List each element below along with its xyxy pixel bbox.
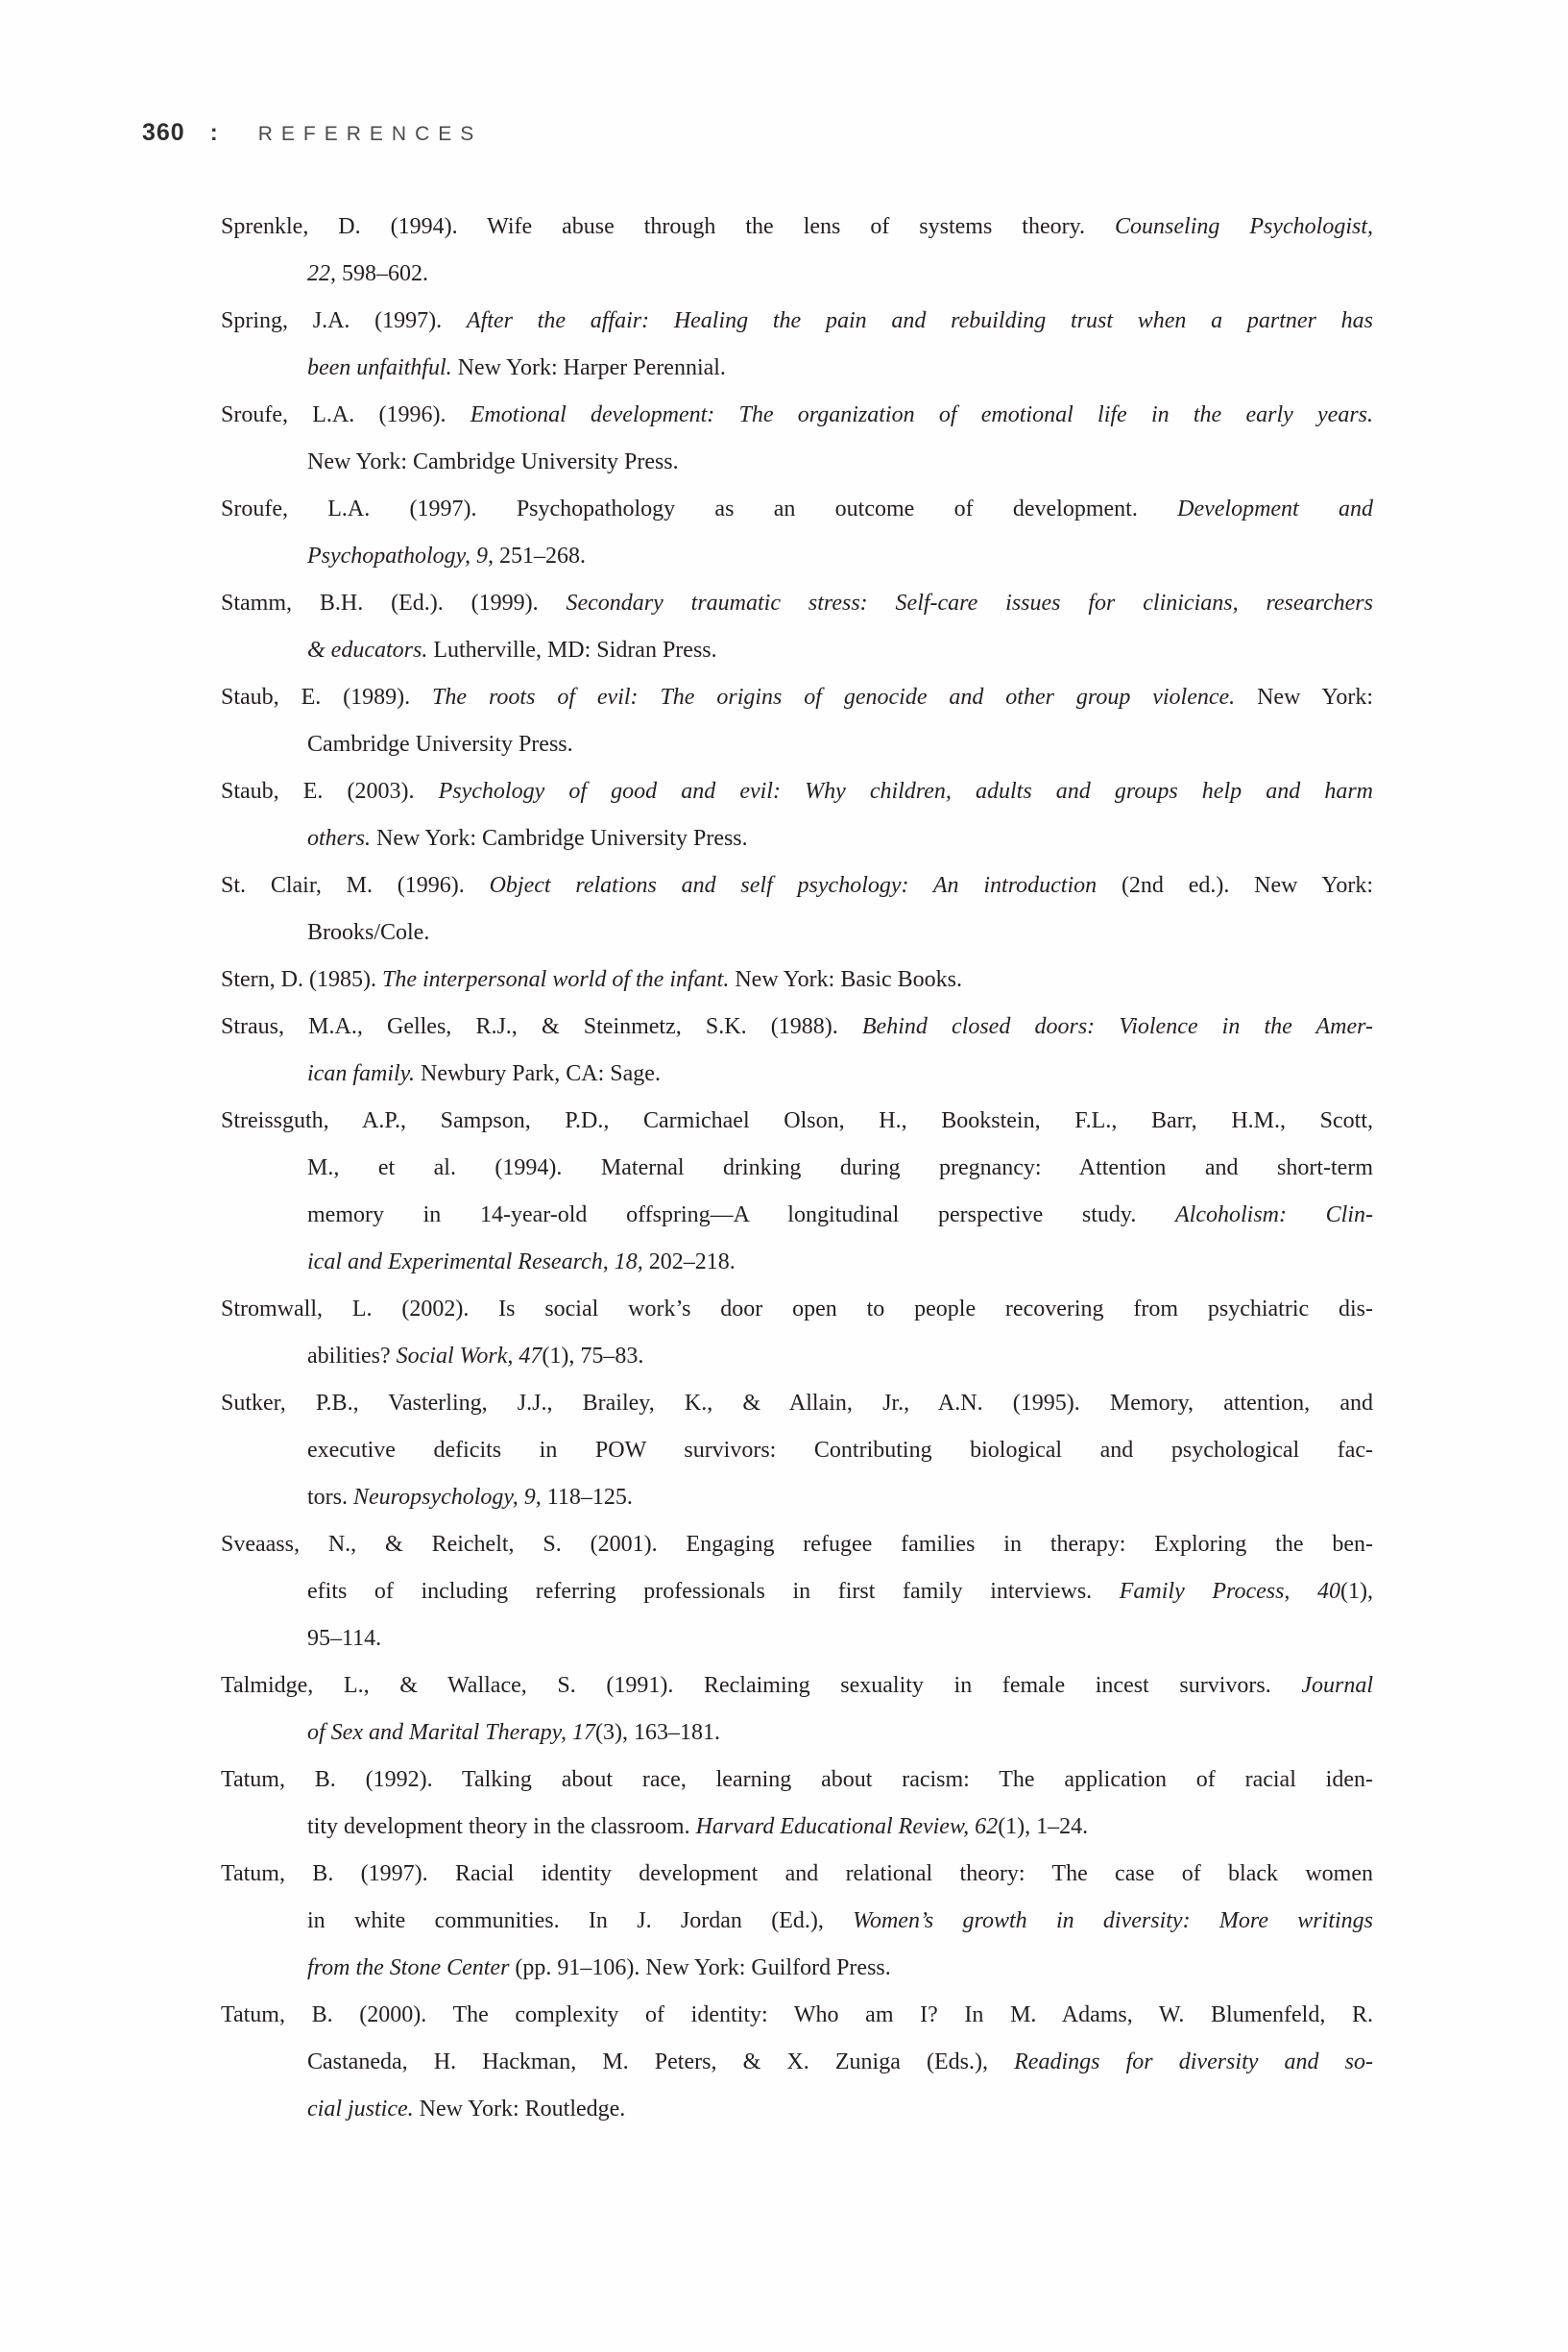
reference-text-segment: Newbury Park, CA: Sage. — [420, 1061, 661, 1086]
reference-italic-segment: The roots of evil: The origins of genocide and other group violence. — [432, 685, 1258, 710]
reference-text-segment: (1), 1–24. — [998, 1814, 1089, 1839]
reference-italic-segment: Family Process, 40 — [1119, 1579, 1341, 1604]
reference-text-segment: (1), 75–83. — [542, 1344, 644, 1369]
reference-entry — [221, 1380, 1373, 1521]
reference-text-segment: (2nd ed.). New York: — [1121, 873, 1374, 898]
reference-line — [307, 1427, 1373, 1474]
reference-entry — [221, 392, 1373, 486]
reference-text-segment: Sprenkle, D. (1994). Wife abuse through the lens of systems theory. — [221, 214, 1116, 239]
reference-text-segment: Sroufe, L.A. (1997). Psychopathology as an outcome of development. — [221, 497, 1178, 521]
reference-italic-segment: & educators. — [307, 638, 434, 663]
reference-text-segment: executive deficits in POW survivors: Contributing biological and psychological fac- — [307, 1438, 1373, 1463]
reference-entry — [221, 674, 1373, 768]
reference-line — [307, 1474, 1373, 1521]
reference-entry — [221, 486, 1373, 580]
reference-text-segment: Streissguth, A.P., Sampson, P.D., Carmichael Olson, H., Bookstein, F.L., Barr, H.M., Scott, — [221, 1108, 1373, 1133]
reference-italic-segment: Social Work, 47 — [396, 1344, 543, 1369]
reference-italic-segment: others. — [307, 826, 376, 851]
reference-italic-segment: cial justice. — [307, 2097, 420, 2122]
reference-line — [307, 1898, 1373, 1945]
reference-line — [221, 1380, 1373, 1427]
reference-text-segment: St. Clair, M. (1996). — [221, 873, 490, 898]
reference-italic-segment: Emotional development: The organization of emotional life in the early years. — [470, 402, 1374, 427]
reference-text-segment: Brooks/Cole. — [307, 920, 430, 945]
reference-text-segment: 202–218. — [648, 1249, 736, 1274]
reference-entry — [221, 768, 1373, 862]
reference-line — [221, 957, 1373, 1004]
reference-text-segment: 251–268. — [498, 544, 586, 569]
reference-italic-segment: Readings for diversity and so- — [1014, 2049, 1373, 2074]
reference-italic-segment: Object relations and self psychology: An introduction — [489, 873, 1122, 898]
reference-text-segment: 118–125. — [546, 1485, 633, 1510]
reference-line — [221, 204, 1373, 251]
reference-line — [221, 1004, 1373, 1051]
reference-text-segment: Stromwall, L. (2002). Is social work’s door open to people recovering from psychiatric dis- — [221, 1297, 1373, 1321]
reference-text-segment: Cambridge University Press. — [307, 732, 573, 757]
reference-italic-segment: After the affair: Healing the pain and rebuilding trust when a partner has — [466, 308, 1373, 333]
reference-line — [307, 1945, 1373, 1992]
page-number: 360 — [142, 119, 185, 146]
reference-italic-segment: Development and — [1177, 497, 1374, 521]
reference-entry — [221, 1992, 1373, 2133]
reference-entry — [221, 298, 1373, 392]
reference-entry — [221, 957, 1373, 1004]
reference-italic-segment: Counseling Psychologist, — [1115, 214, 1373, 239]
reference-text-segment: Sroufe, L.A. (1996). — [221, 402, 470, 427]
reference-line — [221, 298, 1373, 345]
reference-line — [307, 251, 1373, 298]
reference-line — [221, 1851, 1373, 1898]
reference-line — [307, 2039, 1373, 2086]
reference-italic-segment: ical and Experimental Research, 18, — [307, 1249, 649, 1274]
reference-italic-segment: Women’s growth in diversity: More writings — [853, 1908, 1373, 1933]
header-separator: : — [209, 120, 218, 146]
reference-text-segment: New York: Basic Books. — [735, 967, 963, 992]
reference-text-segment: tity development theory in the classroom. — [307, 1814, 696, 1839]
reference-entry — [221, 1098, 1373, 1286]
reference-entry — [221, 204, 1373, 298]
references-list — [221, 204, 1373, 2133]
reference-text-segment: Castaneda, H. Hackman, M. Peters, & X. Zuniga (Eds.), — [307, 2049, 1015, 2074]
reference-line — [307, 1145, 1373, 1192]
reference-line — [307, 345, 1373, 392]
reference-italic-segment: Neuropsychology, 9, — [353, 1485, 547, 1510]
page-header — [142, 119, 482, 147]
reference-line — [221, 1098, 1373, 1145]
reference-line — [221, 1521, 1373, 1568]
reference-italic-segment: Secondary traumatic stress: Self-care issues for clinicians, researchers — [566, 591, 1373, 616]
reference-line — [221, 392, 1373, 439]
reference-italic-segment: The interpersonal world of the infant. — [381, 967, 736, 992]
reference-text-segment: in white communities. In J. Jordan (Ed.), — [307, 1908, 854, 1933]
reference-line — [307, 1568, 1373, 1615]
reference-line — [307, 439, 1373, 486]
reference-italic-segment: from the Stone Center — [307, 1955, 516, 1980]
reference-text-segment: Straus, M.A., Gelles, R.J., & Steinmetz, S.K. (1988). — [221, 1014, 862, 1039]
reference-text-segment: Staub, E. (2003). — [221, 779, 439, 804]
reference-text-segment: Tatum, B. (1997). Racial identity development and relational theory: The case of black women — [221, 1861, 1373, 1886]
reference-line — [307, 1192, 1373, 1239]
reference-italic-segment: been unfaithful. — [307, 355, 458, 380]
reference-text-segment: Staub, E. (1989). — [221, 685, 433, 710]
reference-line — [221, 486, 1373, 533]
reference-text-segment: Spring, J.A. (1997). — [221, 308, 467, 333]
reference-italic-segment: ican family. — [307, 1061, 421, 1086]
reference-italic-segment: Psychopathology, 9, — [307, 544, 499, 569]
reference-text-segment: New York: — [1257, 685, 1374, 710]
reference-text-segment: Sutker, P.B., Vasterling, J.J., Brailey, K., & Allain, Jr., A.N. (1995). Memory, attention, and — [221, 1391, 1373, 1416]
reference-text-segment: Stern, D. (1985). — [221, 967, 382, 992]
reference-text-segment: efits of including referring professionals in first family interviews. — [307, 1579, 1120, 1604]
reference-italic-segment: Harvard Educational Review, 62 — [695, 1814, 999, 1839]
reference-line — [307, 815, 1373, 862]
reference-text-segment: Talmidge, L., & Wallace, S. (1991). Reclaiming sexuality in female incest survivors. — [221, 1673, 1302, 1698]
reference-line — [307, 2086, 1373, 2133]
reference-text-segment: abilities? — [307, 1344, 397, 1369]
reference-text-segment: Stamm, B.H. (Ed.). (1999). — [221, 591, 567, 616]
running-head-title: REFERENCES — [257, 123, 483, 145]
reference-text-segment: (1), — [1340, 1579, 1373, 1604]
reference-text-segment: Tatum, B. (2000). The complexity of identity: Who am I? In M. Adams, W. Blumenfeld, R. — [221, 2002, 1373, 2027]
reference-line — [307, 1239, 1373, 1286]
reference-text-segment: Lutherville, MD: Sidran Press. — [433, 638, 717, 663]
reference-text-segment: 598–602. — [342, 261, 428, 286]
reference-italic-segment: 22, — [307, 261, 342, 286]
reference-entry — [221, 1757, 1373, 1851]
reference-line — [307, 1615, 1373, 1662]
reference-text-segment: Tatum, B. (1992). Talking about race, learning about racism: The application of racial iden- — [221, 1767, 1373, 1792]
reference-text-segment: (pp. 91–106). New York: Guilford Press. — [515, 1955, 891, 1980]
reference-text-segment: memory in 14-year-old offspring—A longitudinal perspective study. — [307, 1202, 1176, 1227]
reference-italic-segment: of Sex and Marital Therapy, 17 — [307, 1720, 595, 1745]
reference-italic-segment: Psychology of good and evil: Why children, adults and groups help and harm — [438, 779, 1373, 804]
reference-line — [221, 1286, 1373, 1333]
reference-entry — [221, 1851, 1373, 1992]
reference-line — [221, 674, 1373, 721]
reference-italic-segment: Journal — [1301, 1673, 1373, 1698]
reference-entry — [221, 1004, 1373, 1098]
reference-line — [307, 721, 1373, 768]
reference-line — [307, 1804, 1373, 1851]
reference-text-segment: (3), 163–181. — [594, 1720, 720, 1745]
reference-entry — [221, 1521, 1373, 1662]
reference-text-segment: New York: Routledge. — [419, 2097, 626, 2122]
reference-entry — [221, 862, 1373, 957]
reference-line — [221, 1757, 1373, 1804]
reference-text-segment: tors. — [307, 1485, 353, 1510]
reference-text-segment: New York: Harper Perennial. — [457, 355, 726, 380]
reference-line — [221, 768, 1373, 815]
reference-entry — [221, 1662, 1373, 1757]
reference-text-segment: Sveaass, N., & Reichelt, S. (2001). Engaging refugee families in therapy: Exploring the ben- — [221, 1532, 1373, 1557]
reference-line — [221, 1992, 1373, 2039]
reference-line — [307, 1709, 1373, 1757]
reference-line — [307, 1333, 1373, 1380]
reference-line — [307, 909, 1373, 957]
reference-text-segment: New York: Cambridge University Press. — [307, 449, 679, 474]
reference-line — [307, 627, 1373, 674]
reference-italic-segment: Alcoholism: Clin- — [1175, 1202, 1373, 1227]
reference-text-segment: 95–114. — [307, 1626, 382, 1651]
reference-line — [221, 1662, 1373, 1709]
reference-line — [307, 533, 1373, 580]
reference-line — [221, 580, 1373, 627]
reference-entry — [221, 1286, 1373, 1380]
reference-entry — [221, 580, 1373, 674]
reference-line — [307, 1051, 1373, 1098]
reference-italic-segment: Behind closed doors: Violence in the Amer- — [861, 1014, 1374, 1039]
reference-text-segment: New York: Cambridge University Press. — [376, 826, 748, 851]
reference-line — [221, 862, 1373, 909]
reference-text-segment: M., et al. (1994). Maternal drinking during pregnancy: Attention and short-term — [307, 1155, 1373, 1180]
